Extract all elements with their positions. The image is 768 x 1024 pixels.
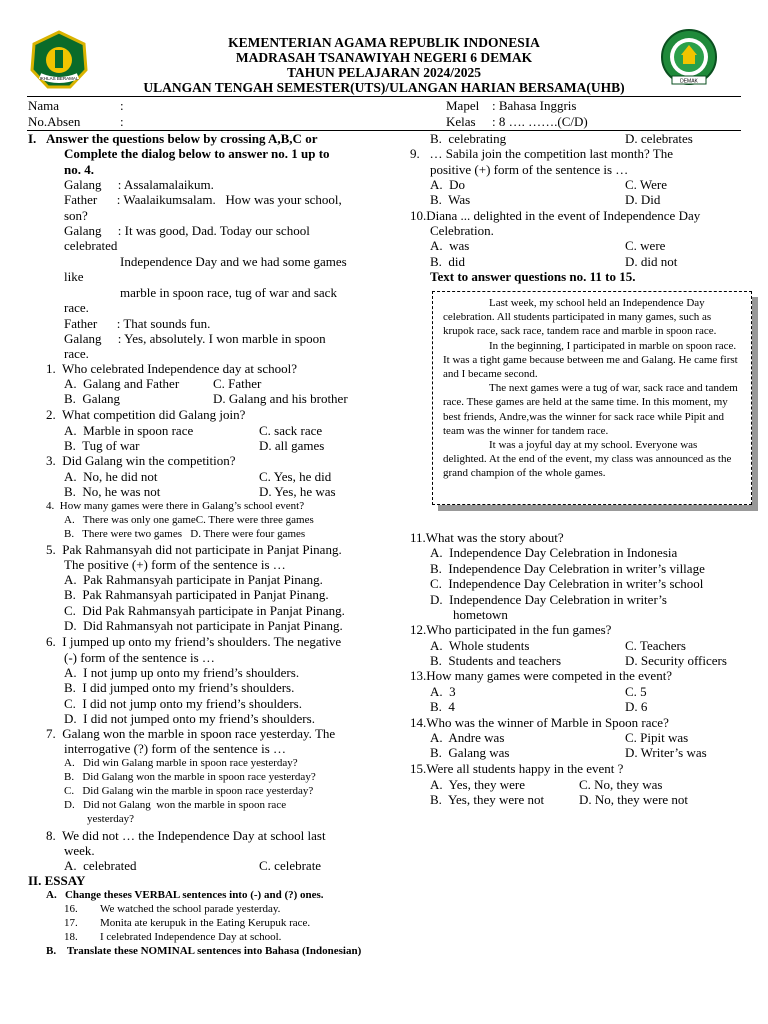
option[interactable]: D. 6 — [625, 699, 648, 714]
logo-left-text: IKHLAS BERAMAL — [39, 76, 79, 81]
essay-16: We watched the school parade yesterday. — [100, 903, 281, 915]
option[interactable]: D. Writer’s was — [625, 745, 707, 760]
section-1-instruction-3: no. 4. — [64, 162, 94, 177]
dialog-line: race. — [64, 300, 89, 315]
question-14: 14.Who was the winner of Marble in Spoon race? — [410, 715, 669, 730]
option[interactable]: A. Yes, they were — [430, 777, 525, 792]
essay-18-number: 18. — [64, 931, 78, 943]
essay-18: I celebrated Independence Day at school. — [100, 931, 282, 943]
option[interactable]: D. did not — [625, 254, 678, 269]
option[interactable]: D. Galang and his brother — [213, 391, 348, 406]
question-10-cont: Celebration. — [430, 223, 494, 238]
question-1: 1. Who celebrated Independence day at school? — [46, 361, 297, 376]
dialog-line: celebrated — [64, 238, 118, 253]
option[interactable]: A. Do — [430, 177, 466, 192]
header-line-1: KEMENTERIAN AGAMA REPUBLIK INDONESIA — [228, 35, 540, 50]
question-11: 11.What was the story about? — [410, 530, 564, 545]
option[interactable]: C. sack race — [259, 423, 323, 438]
option[interactable]: D. Did Rahmansyah not participate in Panjat Pinang. — [64, 618, 343, 633]
option[interactable]: A. Andre was — [430, 730, 505, 745]
option[interactable]: B. did — [430, 254, 466, 269]
option[interactable]: B. Tug of war — [64, 438, 140, 453]
reading-paragraph-2: In the beginning, I participated in marble on spoon race. It was a tight game because between me and Galang. He came first and I became second. — [443, 339, 738, 381]
option[interactable]: A. Independence Day Celebration in Indonesia — [430, 545, 678, 560]
dialog-line: Independence Day and we had some games — [120, 254, 347, 269]
header-line-3: TAHUN PELAJARAN 2024/2025 — [286, 65, 481, 80]
option[interactable]: C. Teachers — [625, 638, 686, 653]
header-line-2: MADRASAH TSANAWIYAH NEGERI 6 DEMAK — [235, 50, 533, 65]
option[interactable]: D. celebrates — [625, 131, 693, 146]
nama-colon: : — [120, 98, 124, 113]
dialog-line: son? — [64, 208, 88, 223]
question-4: 4. How many games were there in Galang’s school event? — [46, 500, 305, 512]
header-rule-top — [27, 96, 741, 97]
option[interactable]: C. No, they was — [579, 777, 663, 792]
option[interactable]: B. There were two games D. There were four games — [64, 528, 306, 540]
option[interactable]: A. celebrated — [64, 858, 137, 873]
section-1-number: I. — [28, 131, 37, 146]
section-1-instruction-1: Answer the questions below by crossing A,B,C or — [46, 131, 318, 146]
essay-b-title: B. Translate these NOMINAL sentences into Bahasa (Indonesian) — [46, 945, 362, 957]
option[interactable]: A. Did win Galang marble in spoon race yesterday? — [64, 757, 298, 769]
option[interactable]: B. Yes, they were not — [430, 792, 545, 807]
option[interactable]: B. celebrating — [430, 131, 507, 146]
nama-label: Nama — [28, 98, 60, 113]
dialog-line: like — [64, 269, 84, 284]
reading-paragraph-4: It was a joyful day at my school. Everyone was delighted. At the end of the event, my class was announced as the grand champion of the whole games. — [443, 439, 732, 480]
question-13: 13.How many games were competed in the event? — [410, 668, 673, 683]
option[interactable]: D. No, they were not — [579, 792, 689, 807]
essay-17: Monita ate kerupuk in the Eating Kerupuk race. — [100, 917, 311, 929]
question-6: 6. I jumped up onto my friend’s shoulders. The negative — [46, 634, 342, 649]
question-6-cont: (-) form of the sentence is … — [64, 650, 215, 665]
logo-right-text: DEMAK — [680, 78, 698, 85]
option[interactable]: D. Did not Galang won the marble in spoon race — [64, 799, 287, 811]
dialog-line: race. — [64, 346, 89, 361]
question-9: 9. … Sabila join the competition last month? The — [410, 146, 673, 161]
option[interactable]: A. Whole students — [430, 638, 530, 653]
option[interactable]: C. Did Galang win the marble in spoon race yesterday? — [64, 785, 314, 797]
option[interactable]: A. 3 — [430, 684, 456, 699]
option[interactable]: C. Pipit was — [625, 730, 689, 745]
option[interactable]: C. 5 — [625, 684, 647, 699]
option[interactable]: B. I did jumped onto my friend’s shoulders. — [64, 680, 295, 695]
section-2-title: II. ESSAY — [28, 873, 86, 888]
option[interactable]: A. Pak Rahmansyah participate in Panjat Pinang. — [64, 572, 323, 587]
kelas-value: : 8 …. …….(C/D) — [492, 114, 588, 129]
section-1-instruction-2: Complete the dialog below to answer no. 1 up to — [64, 146, 330, 161]
option[interactable]: C. Independence Day Celebration in writer’s school — [430, 576, 704, 591]
question-12: 12.Who participated in the fun games? — [410, 622, 612, 637]
option[interactable]: D. Yes, he was — [259, 484, 336, 499]
option[interactable]: C. Were — [625, 177, 668, 192]
option[interactable]: A. Marble in spoon race — [64, 423, 194, 438]
option[interactable]: C. Yes, he did — [259, 469, 332, 484]
question-8-cont: week. — [64, 843, 95, 858]
question-9-cont: positive (+) form of the sentence is … — [430, 162, 629, 177]
question-5-cont: The positive (+) form of the sentence is … — [64, 557, 286, 572]
question-10: 10.Diana ... delighted in the event of Independence Day — [410, 208, 701, 223]
option-cont: yesterday? — [87, 813, 135, 825]
option-cont: hometown — [453, 607, 508, 622]
option[interactable]: B. Was — [430, 192, 471, 207]
dialog-line: Galang : Yes, absolutely. I won marble in spoon — [64, 331, 326, 346]
header-line-4: ULANGAN TENGAH SEMESTER(UTS)/ULANGAN HARIAN BERSAMA(UHB) — [143, 80, 625, 95]
question-8: 8. We did not … the Independence Day at school last — [46, 828, 326, 843]
question-7-cont: interrogative (?) form of the sentence is … — [64, 741, 286, 756]
option[interactable]: D. Security officers — [625, 653, 727, 668]
option[interactable]: B. Galang — [64, 391, 120, 406]
option[interactable]: D. all games — [259, 438, 325, 453]
option[interactable]: B. Did Galang won the marble in spoon race yesterday? — [64, 771, 316, 783]
absen-label: No.Absen — [28, 114, 81, 129]
option[interactable]: D. Independence Day Celebration in writer’s — [430, 592, 667, 607]
absen-colon: : — [120, 114, 124, 129]
essay-16-number: 16. — [64, 903, 78, 915]
reading-text-title: Text to answer questions no. 11 to 15. — [430, 269, 636, 284]
mapel-label: Mapel — [446, 98, 480, 113]
question-5: 5. Pak Rahmansyah did not participate in Panjat Pinang. — [46, 542, 342, 557]
option[interactable]: B. Galang was — [430, 745, 510, 760]
question-3: 3. Did Galang win the competition? — [46, 453, 236, 468]
dialog-line: Father : That sounds fun. — [64, 316, 211, 331]
option[interactable]: C. I did not jump onto my friend’s shoulders. — [64, 696, 302, 711]
essay-17-number: 17. — [64, 917, 78, 929]
option[interactable]: C. Did Pak Rahmansyah participate in Panjat Pinang. — [64, 603, 345, 618]
question-15: 15.Were all students happy in the event ? — [410, 761, 624, 776]
option[interactable]: A. I not jump up onto my friend’s shoulders. — [64, 665, 300, 680]
option[interactable]: B. 4 — [430, 699, 455, 714]
option[interactable]: C. were — [625, 238, 666, 253]
option[interactable]: B. Students and teachers — [430, 653, 562, 668]
essay-a-title: A. Change theses VERBAL sentences into (-) and (?) ones. — [46, 889, 324, 901]
reading-paragraph-1: Last week, my school held an Independence Day celebration. All students participated in many games, such as krupok race, sack race, tandem race and marble in spoon race. — [443, 297, 717, 338]
dialog-line: marble in spoon race, tug of war and sack — [120, 285, 337, 300]
dialog-line: Galang : It was good, Dad. Today our school — [64, 223, 310, 238]
kelas-label: Kelas — [446, 114, 476, 129]
option[interactable]: A. was — [430, 238, 470, 253]
option[interactable]: B. No, he was not — [64, 484, 161, 499]
option[interactable]: C. celebrate — [259, 858, 322, 873]
option[interactable]: B. Independence Day Celebration in writer’s village — [430, 561, 705, 576]
option[interactable]: A. Galang and Father — [64, 376, 180, 391]
option[interactable]: B. Pak Rahmansyah participated in Panjat Pinang. — [64, 587, 329, 602]
option[interactable]: C. Father — [213, 376, 262, 391]
dialog-line: Father : Waalaikumsalam. How was your school, — [64, 192, 342, 207]
reading-paragraph-3: The next games were a tug of war, sack race and tandem race. These games are held at the same time. In this moment, my best friends, Andre,was the winner for sack race while Pipit and team was the winner for tandem race. — [443, 382, 738, 437]
question-7: 7. Galang won the marble in spoon race yesterday. The — [46, 726, 336, 741]
option[interactable]: A. There was only one gameC. There were three games — [64, 514, 314, 526]
question-2: 2. What competition did Galang join? — [46, 407, 246, 422]
option[interactable]: D. I did not jumped onto my friend’s shoulders. — [64, 711, 315, 726]
option[interactable]: A. No, he did not — [64, 469, 158, 484]
reading-text-box — [432, 291, 752, 505]
option[interactable]: D. Did — [625, 192, 661, 207]
mapel-value: : Bahasa Inggris — [492, 98, 577, 113]
dialog-line: Galang : Assalamalaikum. — [64, 177, 214, 192]
